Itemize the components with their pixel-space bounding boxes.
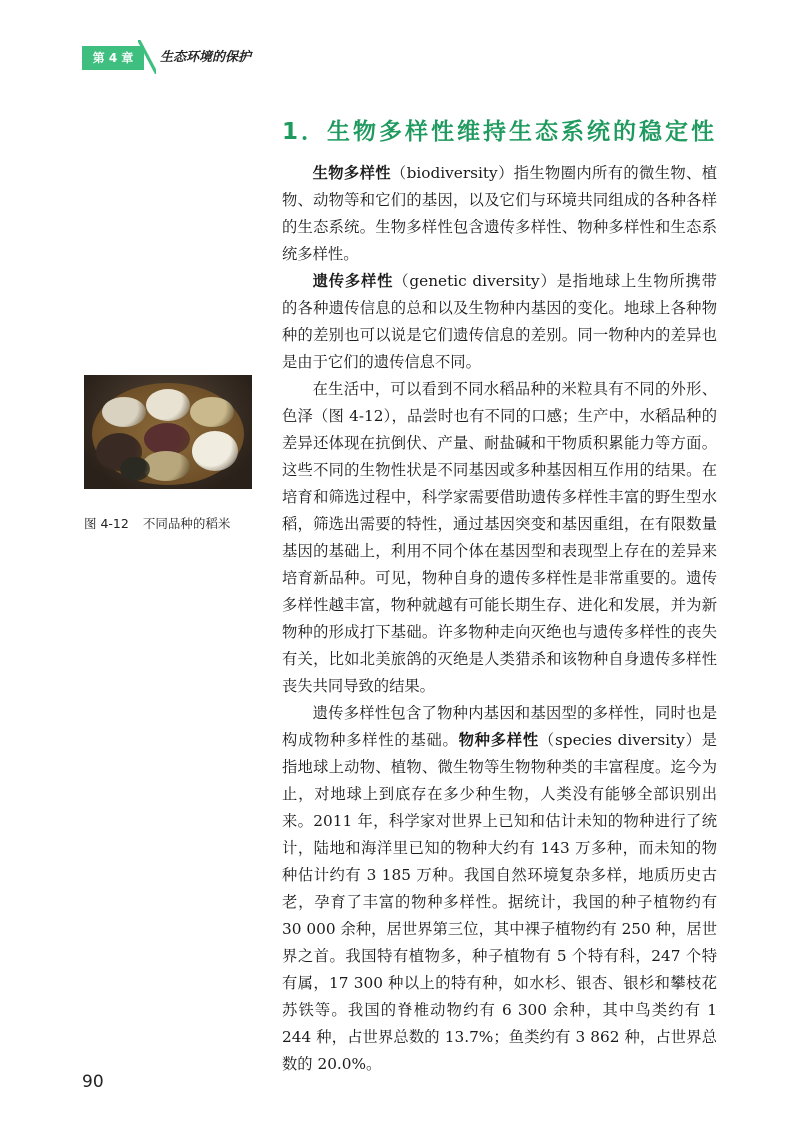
paragraph-rice-example bbox=[282, 376, 717, 700]
term-genetic-diversity: 遗传多样性 bbox=[312, 272, 394, 290]
rice-varieties-photo bbox=[84, 375, 252, 489]
term-species-diversity: 物种多样性 bbox=[458, 731, 539, 749]
paragraph-text: （genetic diversity）是指地球上生物所携带的各种遗传信息的总和以及生物种内基因的变化。地球上各种物种的差别也可以说是它们遗传信息的差别。同一物种内的差异也是由于它们的遗传信息不同。 bbox=[282, 272, 717, 371]
paragraph-text: （species diversity）是指地球上动物、植物、微生物等生物物种类的丰富程度。迄今为止，对地球上到底存在多少种生物，人类没有能够全部识别出来。2011 年，科学家对世界上已知和估计未知的物种进行了统计，陆地和海洋里已知的物种大约有 143 万多种，而未知的物种估计约有 3 185 万种。我国自然环境复杂多样，地质历史古老，孕育了丰富的物种多样性。据统计，我国的种子植物约有 30 000 余种，居世界第三位，其中裸子植物约有 250 种，居世界之首。我国特有植物多，种子植物有 5 个特有科，247 个特有属，17 300 种以上的特有种，如水杉、银杏、银杉和攀枝花苏铁等。我国的脊椎动物约有 6 300 余种，其中鸟类约有 1 244 种，占世界总数的 13.7%；鱼类约有 3 862 种，占世界总数的 20.0%。 bbox=[282, 731, 717, 1073]
paragraph-biodiversity bbox=[282, 160, 717, 268]
rice-pile bbox=[120, 457, 150, 481]
page-number: 90 bbox=[82, 1072, 104, 1092]
paragraph-text: （biodiversity）指生物圈内所有的微生物、植物、动物等和它们的基因，以及它们与环境共同组成的各种各样的生态系统。生物多样性包含遗传多样性、物种多样性和生态系统多样性。 bbox=[282, 164, 717, 263]
chapter-title: 生态环境的保护 bbox=[160, 50, 252, 65]
paragraph-text: 在生活中，可以看到不同水稻品种的米粒具有不同的外形、色泽（图 4-12），品尝时也有不同的口感；生产中，水稻品种的差异还体现在抗倒伏、产量、耐盐碱和干物质积累能力等方面。这些不同的生物性状是不同基因或多种基因相互作用的结果。在培育和筛选过程中，科学家需要借助遗传多样性丰富的野生型水稻，筛选出需要的特性，通过基因突变和基因重组，在有限数量基因的基础上，利用不同个体在基因型和表现型上存在的差异来培育新品种。可见，物种自身的遗传多样性是非常重要的。遗传多样性越丰富，物种就越有可能长期生存、进化和发展，并为新物种的形成打下基础。许多物种走向灭绝也与遗传多样性的丧失有关，比如北美旅鸽的灭绝是人类猎杀和该物种自身遗传多样性丧失共同导致的结果。 bbox=[282, 380, 717, 695]
figure-number: 图 4-12 bbox=[84, 516, 129, 531]
figure-caption bbox=[84, 514, 230, 532]
paragraph-species-diversity bbox=[282, 700, 717, 1078]
page-header bbox=[0, 0, 800, 90]
chapter-tab: 第 4 章 bbox=[82, 46, 144, 70]
paragraph-genetic-diversity bbox=[282, 268, 717, 376]
basket bbox=[92, 383, 244, 485]
paragraph-text: 遗传多样性包含了物种内基因和基因型的多样性，同时也是构成物种多样性的基础。 bbox=[282, 704, 717, 749]
rice-pile bbox=[146, 389, 190, 421]
section-title: 1．生物多样性维持生态系统的稳定性 bbox=[282, 119, 718, 145]
term-biodiversity: 生物多样性 bbox=[312, 164, 391, 182]
body-text bbox=[282, 160, 717, 1078]
rice-pile bbox=[190, 397, 234, 427]
figure-caption-text: 不同品种的稻米 bbox=[142, 516, 231, 531]
rice-pile bbox=[102, 397, 146, 427]
chapter-divider-icon bbox=[138, 40, 156, 74]
rice-pile bbox=[192, 431, 238, 471]
